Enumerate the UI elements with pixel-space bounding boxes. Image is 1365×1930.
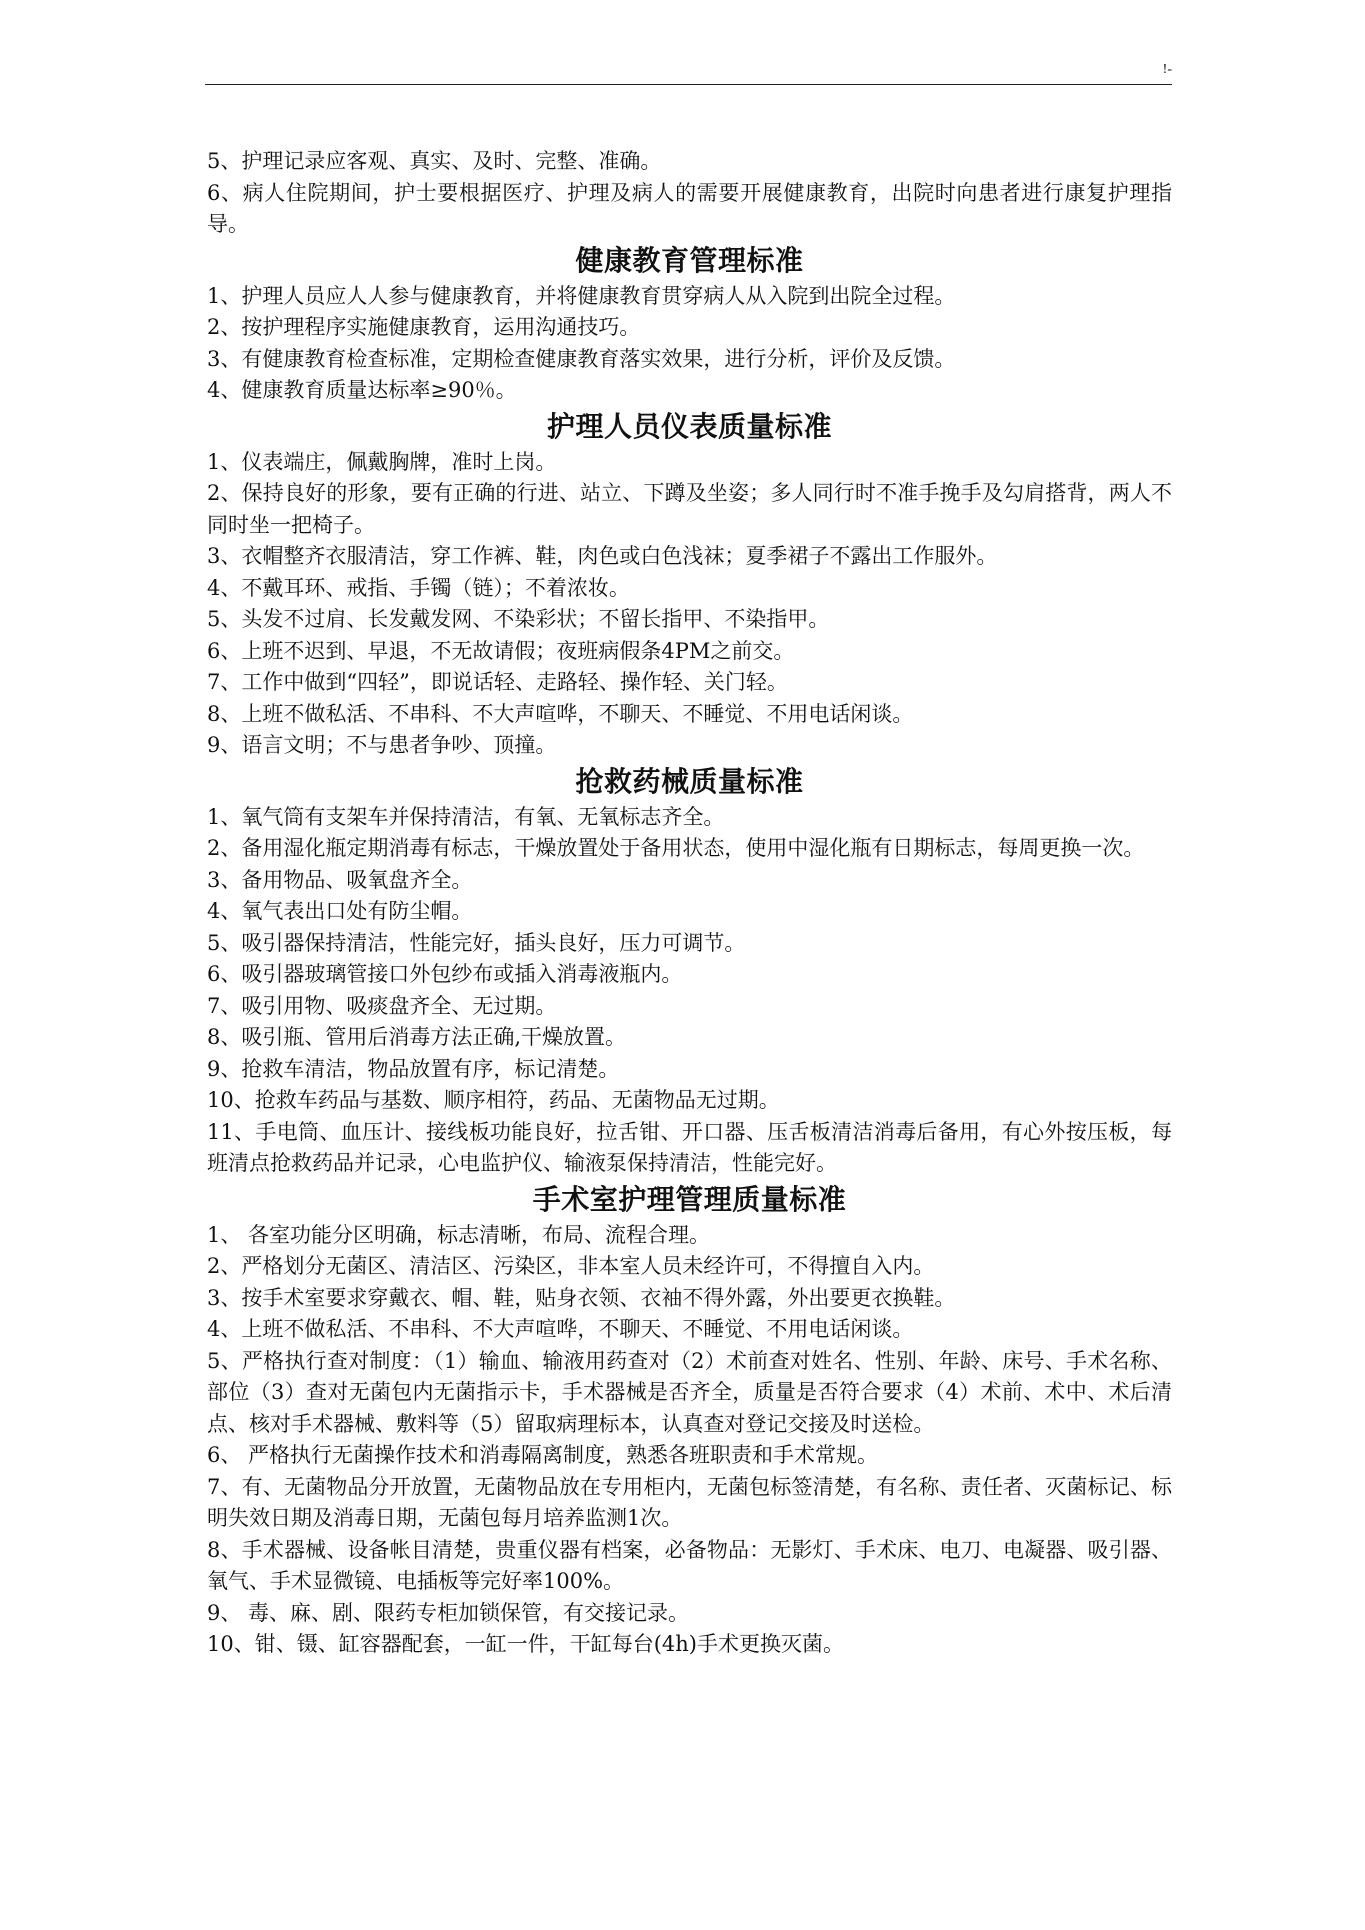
section-title: 护理人员仪表质量标准 — [546, 409, 832, 443]
list-item: 3、有健康教育检查标准，定期检查健康教育落实效果，进行分析，评价及反馈。 — [207, 346, 956, 371]
list-item: 8、上班不做私活、不串科、不大声喧哗，不聊天、不睡觉、不用电话闲谈。 — [207, 701, 914, 726]
list-item: 5、护理记录应客观、真实、及时、完整、准确。 — [207, 149, 662, 173]
list-item: 3、按手术室要求穿戴衣、帽、鞋，贴身衣领、衣袖不得外露，外出要更衣换鞋。 — [207, 1285, 956, 1310]
section-operating-room — [207, 1180, 1172, 1661]
section-emergency-equipment — [207, 762, 1172, 1180]
page-header — [205, 58, 1172, 85]
section-continuation — [207, 146, 1172, 241]
list-item: 3、衣帽整齐衣服清洁，穿工作裤、鞋，肉色或白色浅袜；夏季裙子不露出工作服外。 — [207, 544, 998, 568]
list-item: 6、病人住院期间，护士要根据医疗、护理及病人的需要开展健康教育，出院时向患者进行康复护理指导。 — [207, 180, 1172, 236]
list-item: 4、上班不做私活、不串科、不大声喧哗，不聊天、不睡觉、不用电话闲谈。 — [207, 1317, 914, 1341]
list-item: 4、不戴耳环、戒指、手镯（链）；不着浓妆。 — [207, 575, 630, 600]
section-title: 抢救药械质量标准 — [575, 764, 804, 798]
list-item: 2、备用湿化瓶定期消毒有标志，干燥放置处于备用状态，使用中湿化瓶有日期标志，每周更换一次。 — [207, 836, 1145, 860]
list-item: 1、 各室功能分区明确，标志清晰，布局、流程合理。 — [207, 1222, 711, 1247]
list-item: 4、健康教育质量达标率≥90％。 — [207, 378, 517, 402]
list-item: 4、氧气表出口处有防尘帽。 — [207, 899, 473, 923]
list-item: 6、上班不迟到、早退，不无故请假；夜班病假条4PM之前交。 — [207, 638, 795, 663]
document-body — [207, 146, 1172, 1661]
list-item: 5、头发不过肩、长发戴发网、不染彩状；不留长指甲、不染指甲。 — [207, 607, 830, 631]
list-item: 8、吸引瓶、管用后消毒方法正确,干燥放置。 — [207, 1025, 627, 1049]
list-item: 1、护理人员应人人参与健康教育，并将健康教育贯穿病人从入院到出院全过程。 — [207, 283, 956, 308]
list-item: 3、备用物品、吸氧盘齐全。 — [207, 867, 473, 892]
list-item: 5、吸引器保持清洁，性能完好，插头良好，压力可调节。 — [207, 930, 746, 955]
list-item: 7、吸引用物、吸痰盘齐全、无过期。 — [207, 993, 557, 1018]
list-item: 11、手电筒、血压计、接线板功能良好，拉舌钳、开口器、压舌板清洁消毒后备用，有心外按压板，每班清点抢救药品并记录，心电监护仪、输液泵保持清洁，性能完好。 — [207, 1119, 1172, 1175]
list-item: 8、手术器械、设备帐目清楚，贵重仪器有档案，必备物品：无影灯、手术床、电刀、电凝器、吸引器、氧气、手术显微镜、电插板等完好率100%。 — [207, 1537, 1172, 1593]
page-mark: !- — [1162, 62, 1172, 77]
list-item: 6、 严格执行无菌操作技术和消毒隔离制度，熟悉各班职责和手术常规。 — [207, 1443, 879, 1467]
list-item: 10、抢救车药品与基数、顺序相符，药品、无菌物品无过期。 — [207, 1088, 780, 1112]
list-item: 9、语言文明；不与患者争吵、顶撞。 — [207, 733, 557, 757]
list-item: 7、有、无菌物品分开放置，无菌物品放在专用柜内，无菌包标签清楚，有名称、责任者、灭菌标记、标明失效日期及消毒日期，无菌包每月培养监测1次。 — [207, 1474, 1172, 1530]
list-item: 9、抢救车清洁，物品放置有序，标记清楚。 — [207, 1056, 620, 1081]
list-item: 2、按护理程序实施健康教育，运用沟通技巧。 — [207, 315, 641, 339]
section-health-education — [207, 241, 1172, 407]
section-title: 健康教育管理标准 — [575, 243, 804, 277]
list-item: 10、钳、镊、缸容器配套，一缸一件，干缸每台(4h)手术更换灭菌。 — [207, 1632, 844, 1656]
list-item: 6、吸引器玻璃管接口外包纱布或插入消毒液瓶内。 — [207, 962, 683, 986]
list-item: 9、 毒、麻、剧、限药专柜加锁保管，有交接记录。 — [207, 1600, 690, 1625]
list-item: 1、氧气筒有支架车并保持清洁，有氧、无氧标志齐全。 — [207, 804, 725, 829]
list-item: 5、严格执行查对制度：（1）输血、输液用药查对（2）术前查对姓名、性别、年龄、床号、手术名称、部位（3）查对无菌包内无菌指示卡，手术器械是否齐全，质量是否符合要求（4）术前、术中、术后清点、核对手术器械、敷料等（5）留取病理标本，认真查对登记交接及时送检。 — [207, 1348, 1172, 1436]
section-nurse-appearance — [207, 407, 1172, 762]
section-title: 手术室护理管理质量标准 — [532, 1182, 847, 1216]
list-item: 2、严格划分无菌区、清洁区、污染区，非本室人员未经许可，不得擅自入内。 — [207, 1254, 935, 1278]
list-item: 2、保持良好的形象，要有正确的行进、站立、下蹲及坐姿；多人同行时不准手挽手及勾肩搭背，两人不同时坐一把椅子。 — [207, 481, 1172, 537]
list-item: 1、仪表端庄，佩戴胸牌，准时上岗。 — [207, 449, 557, 474]
list-item: 7、工作中做到“四轻”，即说话轻、走路轻、操作轻、关门轻。 — [207, 670, 788, 694]
